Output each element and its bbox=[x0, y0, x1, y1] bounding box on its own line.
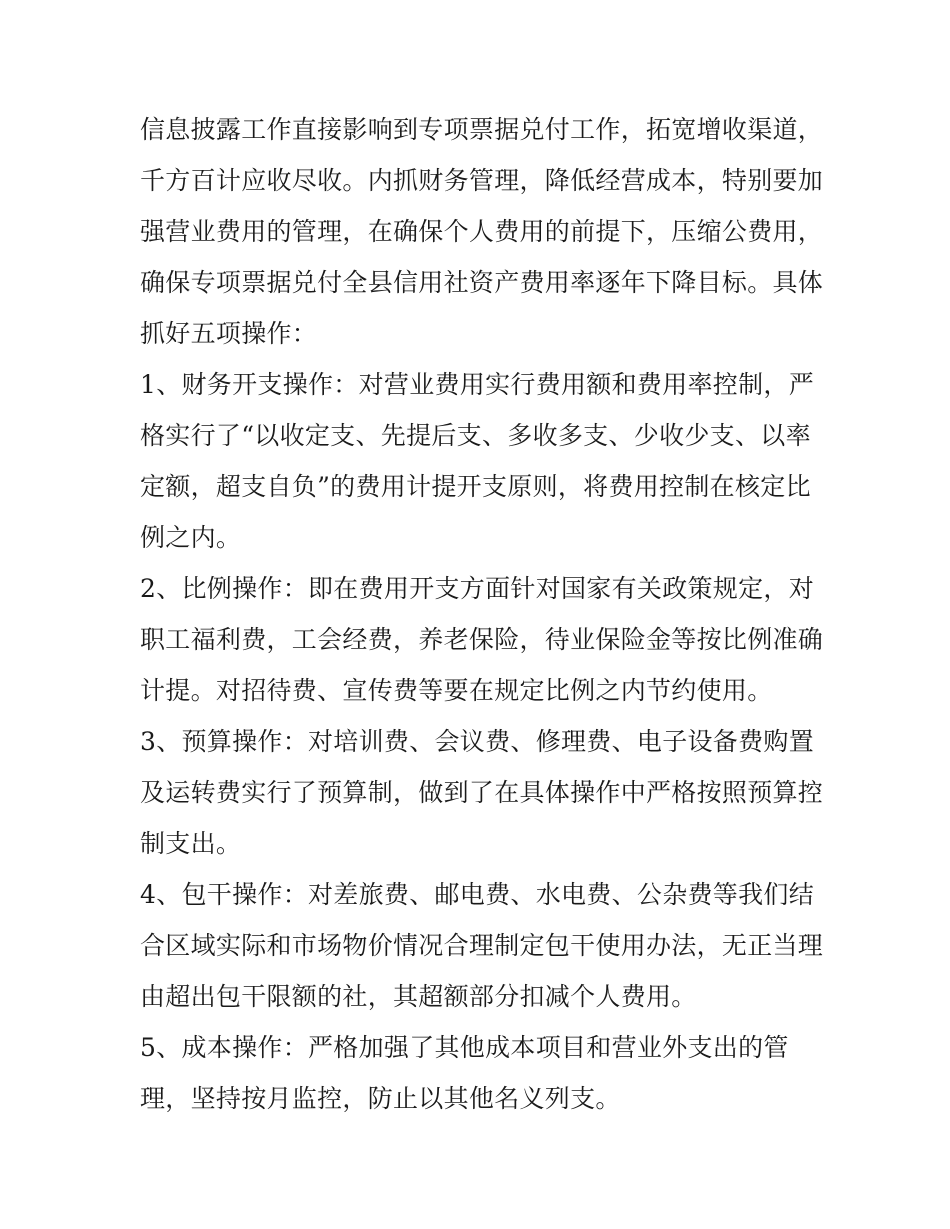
text-line: 合区域实际和市场物价情况合理制定包干使用办法，无正当理 bbox=[140, 931, 824, 960]
text-line: 3、预算操作：对培训费、会议费、修理费、电子设备费购置 bbox=[140, 727, 815, 756]
text-line: 5、成本操作：严格加强了其他成本项目和营业外支出的管 bbox=[140, 1033, 789, 1062]
text-line: 制支出。 bbox=[140, 829, 242, 858]
text-line: 2、比例操作：即在费用开支方面针对国家有关政策规定，对 bbox=[140, 574, 815, 603]
text-line: 千方百计应收尽收。内抓财务管理，降低经营成本，特别要加 bbox=[140, 166, 824, 195]
document-body bbox=[140, 104, 824, 1124]
text-line: 定额，超支自负”的费用计提开支原则，将费用控制在核定比 bbox=[140, 472, 811, 501]
text-line: 强营业费用的管理，在确保个人费用的前提下，压缩公费用， bbox=[140, 217, 824, 246]
text-line: 职工福利费，工会经费，养老保险，待业保险金等按比例准确 bbox=[140, 625, 824, 654]
text-line: 及运转费实行了预算制，做到了在具体操作中严格按照预算控 bbox=[140, 778, 824, 807]
text-line: 例之内。 bbox=[140, 523, 242, 552]
text-line: 计提。对招待费、宣传费等要在规定比例之内节约使用。 bbox=[140, 676, 773, 705]
text-line: 1、财务开支操作：对营业费用实行费用额和费用率控制，严 bbox=[140, 370, 815, 399]
text-line: 确保专项票据兑付全县信用社资产费用率逐年下降目标。具体 bbox=[140, 268, 824, 297]
text-line: 理，坚持按月监控，防止以其他名义列支。 bbox=[140, 1084, 621, 1113]
text-line: 4、包干操作：对差旅费、邮电费、水电费、公杂费等我们结 bbox=[140, 880, 815, 909]
text-line: 信息披露工作直接影响到专项票据兑付工作，拓宽增收渠道， bbox=[140, 115, 824, 144]
text-line: 抓好五项操作： bbox=[140, 319, 318, 348]
text-line: 由超出包干限额的社，其超额部分扣减个人费用。 bbox=[140, 982, 697, 1011]
text-line: 格实行了“以收定支、先提后支、多收多支、少收少支、以率 bbox=[140, 421, 811, 450]
